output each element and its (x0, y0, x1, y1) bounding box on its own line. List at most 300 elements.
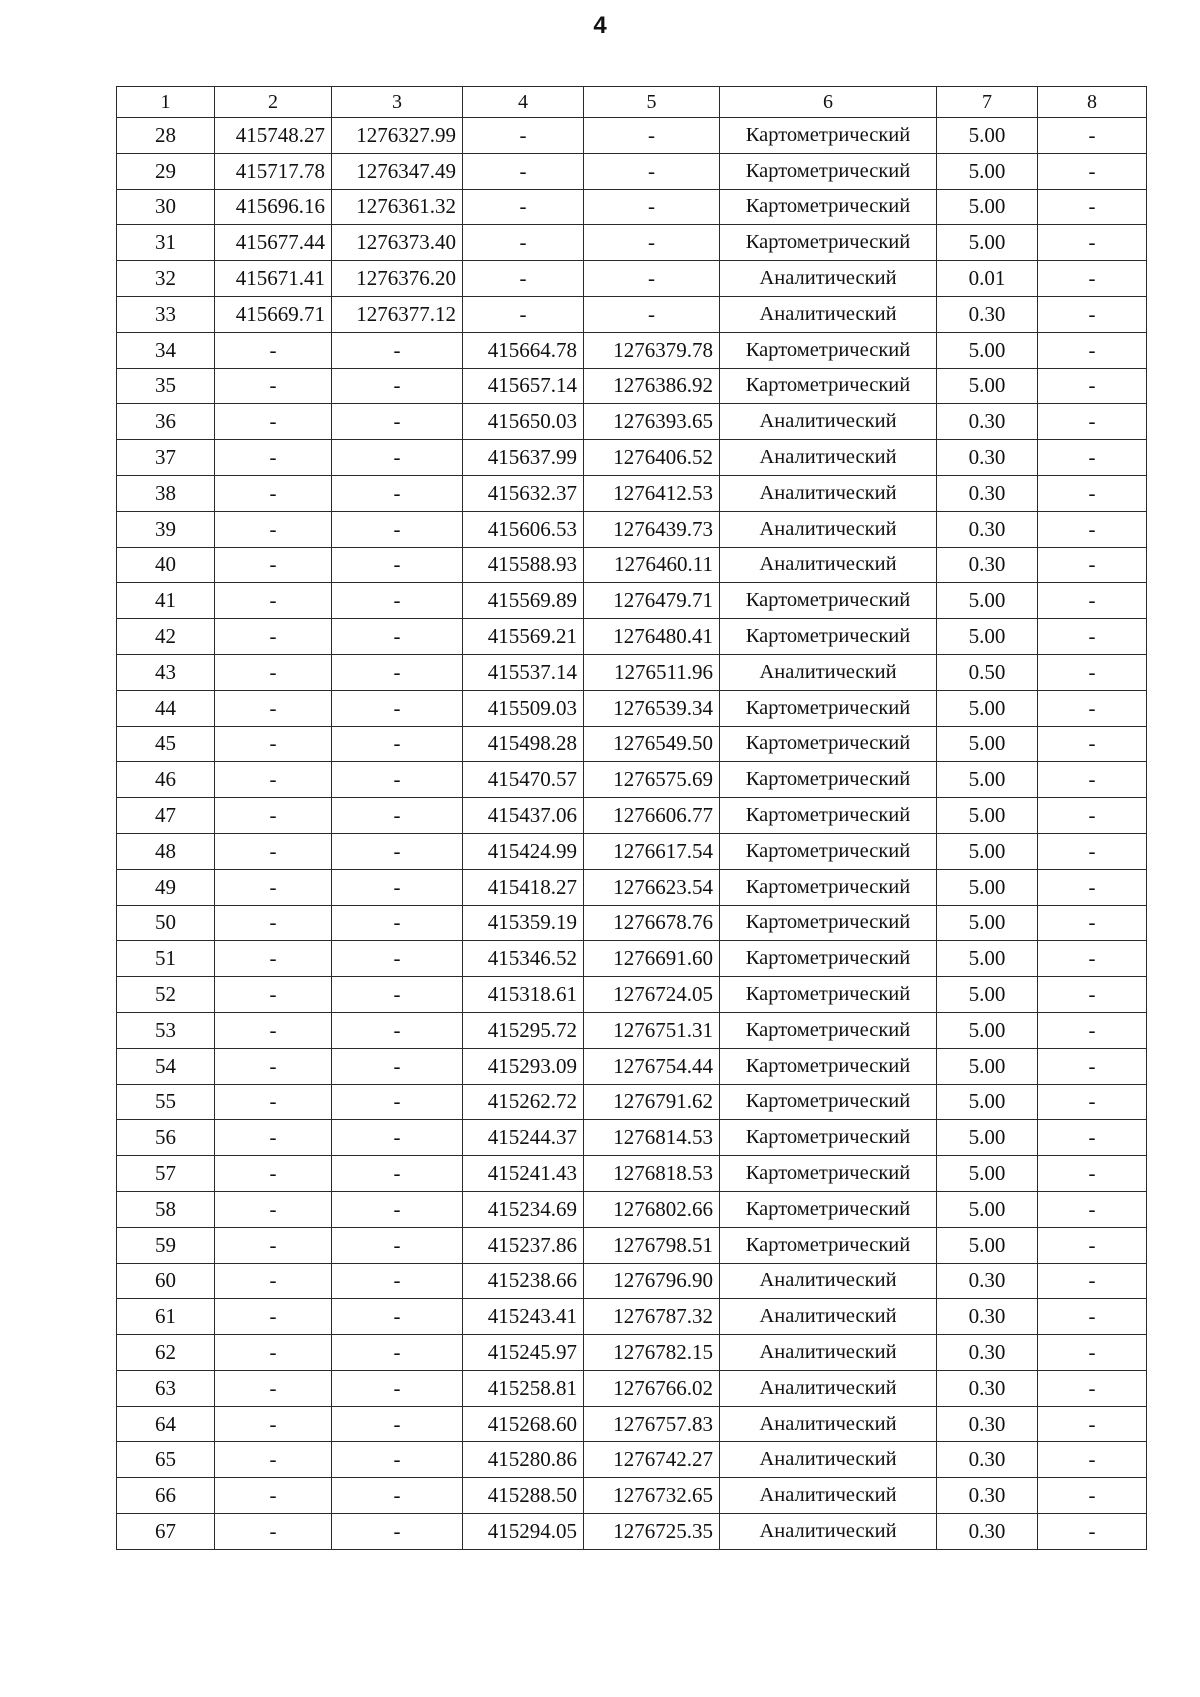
point-number-cell: 56 (117, 1120, 215, 1156)
y-existing-cell: - (332, 1299, 463, 1335)
accuracy-cell: 5.00 (937, 225, 1038, 261)
description-cell: - (1038, 296, 1147, 332)
coordinates-table (116, 86, 1147, 1550)
x-existing-cell: - (215, 1335, 332, 1371)
accuracy-cell: 0.50 (937, 654, 1038, 690)
accuracy-cell: 0.30 (937, 296, 1038, 332)
accuracy-cell: 0.30 (937, 1514, 1038, 1550)
table-header (117, 87, 1147, 118)
x-existing-cell: - (215, 798, 332, 834)
y-new-cell: 1276480.41 (584, 619, 720, 655)
accuracy-cell: 5.00 (937, 1227, 1038, 1263)
y-new-cell: 1276782.15 (584, 1335, 720, 1371)
x-new-cell: 415244.37 (463, 1120, 584, 1156)
x-new-cell: 415588.93 (463, 547, 584, 583)
x-new-cell: 415606.53 (463, 511, 584, 547)
y-new-cell: 1276575.69 (584, 762, 720, 798)
y-existing-cell: 1276347.49 (332, 153, 463, 189)
method-cell: Аналитический (720, 1406, 937, 1442)
y-existing-cell: - (332, 619, 463, 655)
y-new-cell: 1276379.78 (584, 332, 720, 368)
y-existing-cell: 1276361.32 (332, 189, 463, 225)
description-cell: - (1038, 1406, 1147, 1442)
y-new-cell: 1276742.27 (584, 1442, 720, 1478)
table-row (117, 332, 1147, 368)
point-number-cell: 62 (117, 1335, 215, 1371)
method-cell: Аналитический (720, 1335, 937, 1371)
description-cell: - (1038, 1048, 1147, 1084)
point-number-cell: 58 (117, 1191, 215, 1227)
point-number-cell: 41 (117, 583, 215, 619)
point-number-cell: 35 (117, 368, 215, 404)
point-number-cell: 64 (117, 1406, 215, 1442)
table-row (117, 619, 1147, 655)
y-existing-cell: - (332, 833, 463, 869)
x-existing-cell: - (215, 690, 332, 726)
y-existing-cell: - (332, 941, 463, 977)
x-new-cell: - (463, 261, 584, 297)
x-existing-cell: 415717.78 (215, 153, 332, 189)
x-new-cell: 415295.72 (463, 1012, 584, 1048)
x-new-cell: 415650.03 (463, 404, 584, 440)
method-cell: Картометрический (720, 1191, 937, 1227)
y-existing-cell: - (332, 511, 463, 547)
x-new-cell: 415280.86 (463, 1442, 584, 1478)
accuracy-cell: 5.00 (937, 762, 1038, 798)
description-cell: - (1038, 153, 1147, 189)
point-number-cell: 38 (117, 475, 215, 511)
point-number-cell: 63 (117, 1370, 215, 1406)
column-header-5: 5 (584, 87, 720, 118)
accuracy-cell: 0.30 (937, 547, 1038, 583)
x-new-cell: 415294.05 (463, 1514, 584, 1550)
y-existing-cell: - (332, 1191, 463, 1227)
x-new-cell: 415664.78 (463, 332, 584, 368)
table-row (117, 1335, 1147, 1371)
column-header-8: 8 (1038, 87, 1147, 118)
x-existing-cell: - (215, 1191, 332, 1227)
point-number-cell: 29 (117, 153, 215, 189)
method-cell: Картометрический (720, 798, 937, 834)
description-cell: - (1038, 189, 1147, 225)
accuracy-cell: 0.30 (937, 1263, 1038, 1299)
x-existing-cell: - (215, 511, 332, 547)
method-cell: Картометрический (720, 905, 937, 941)
table-row (117, 261, 1147, 297)
y-new-cell: 1276623.54 (584, 869, 720, 905)
description-cell: - (1038, 261, 1147, 297)
y-existing-cell: 1276373.40 (332, 225, 463, 261)
y-existing-cell: - (332, 440, 463, 476)
accuracy-cell: 5.00 (937, 905, 1038, 941)
y-new-cell: 1276439.73 (584, 511, 720, 547)
point-number-cell: 50 (117, 905, 215, 941)
description-cell: - (1038, 1299, 1147, 1335)
y-new-cell: 1276678.76 (584, 905, 720, 941)
y-new-cell: - (584, 118, 720, 154)
description-cell: - (1038, 332, 1147, 368)
method-cell: Картометрический (720, 118, 937, 154)
x-existing-cell: - (215, 941, 332, 977)
y-existing-cell: - (332, 1478, 463, 1514)
accuracy-cell: 0.30 (937, 1370, 1038, 1406)
x-new-cell: 415234.69 (463, 1191, 584, 1227)
y-existing-cell: - (332, 1084, 463, 1120)
y-existing-cell: - (332, 368, 463, 404)
method-cell: Картометрический (720, 762, 937, 798)
x-existing-cell: - (215, 1514, 332, 1550)
column-header-6: 6 (720, 87, 937, 118)
table-row (117, 1012, 1147, 1048)
accuracy-cell: 5.00 (937, 869, 1038, 905)
x-existing-cell: - (215, 332, 332, 368)
y-existing-cell: - (332, 1048, 463, 1084)
y-existing-cell: - (332, 1335, 463, 1371)
accuracy-cell: 5.00 (937, 1012, 1038, 1048)
description-cell: - (1038, 977, 1147, 1013)
method-cell: Аналитический (720, 404, 937, 440)
x-existing-cell: 415696.16 (215, 189, 332, 225)
point-number-cell: 28 (117, 118, 215, 154)
y-new-cell: 1276412.53 (584, 475, 720, 511)
description-cell: - (1038, 1084, 1147, 1120)
x-new-cell: 415424.99 (463, 833, 584, 869)
y-existing-cell: - (332, 1120, 463, 1156)
accuracy-cell: 5.00 (937, 1084, 1038, 1120)
y-existing-cell: - (332, 404, 463, 440)
x-existing-cell: - (215, 869, 332, 905)
method-cell: Картометрический (720, 833, 937, 869)
x-existing-cell: - (215, 1299, 332, 1335)
table-row (117, 1406, 1147, 1442)
method-cell: Аналитический (720, 261, 937, 297)
description-cell: - (1038, 654, 1147, 690)
table-row (117, 977, 1147, 1013)
method-cell: Аналитический (720, 547, 937, 583)
y-new-cell: 1276751.31 (584, 1012, 720, 1048)
x-existing-cell: - (215, 654, 332, 690)
y-new-cell: 1276606.77 (584, 798, 720, 834)
x-existing-cell: 415669.71 (215, 296, 332, 332)
point-number-cell: 31 (117, 225, 215, 261)
x-new-cell: - (463, 118, 584, 154)
table-row (117, 762, 1147, 798)
point-number-cell: 53 (117, 1012, 215, 1048)
x-new-cell: 415258.81 (463, 1370, 584, 1406)
y-existing-cell: 1276327.99 (332, 118, 463, 154)
method-cell: Картометрический (720, 619, 937, 655)
point-number-cell: 40 (117, 547, 215, 583)
description-cell: - (1038, 726, 1147, 762)
x-existing-cell: - (215, 1406, 332, 1442)
table-row (117, 1084, 1147, 1120)
y-new-cell: 1276511.96 (584, 654, 720, 690)
x-new-cell: 415569.21 (463, 619, 584, 655)
y-existing-cell: - (332, 798, 463, 834)
x-existing-cell: 415748.27 (215, 118, 332, 154)
table-row (117, 1191, 1147, 1227)
y-existing-cell: - (332, 1156, 463, 1192)
point-number-cell: 61 (117, 1299, 215, 1335)
x-existing-cell: - (215, 1084, 332, 1120)
y-existing-cell: - (332, 1406, 463, 1442)
accuracy-cell: 5.00 (937, 153, 1038, 189)
description-cell: - (1038, 1120, 1147, 1156)
y-new-cell: 1276724.05 (584, 977, 720, 1013)
point-number-cell: 44 (117, 690, 215, 726)
accuracy-cell: 0.30 (937, 404, 1038, 440)
x-new-cell: 415318.61 (463, 977, 584, 1013)
point-number-cell: 59 (117, 1227, 215, 1263)
x-new-cell: 415268.60 (463, 1406, 584, 1442)
x-new-cell: - (463, 189, 584, 225)
x-new-cell: 415243.41 (463, 1299, 584, 1335)
description-cell: - (1038, 475, 1147, 511)
x-existing-cell: - (215, 404, 332, 440)
y-new-cell: 1276406.52 (584, 440, 720, 476)
y-new-cell: 1276725.35 (584, 1514, 720, 1550)
description-cell: - (1038, 798, 1147, 834)
x-existing-cell: - (215, 762, 332, 798)
accuracy-cell: 5.00 (937, 1156, 1038, 1192)
x-existing-cell: - (215, 475, 332, 511)
y-new-cell: 1276757.83 (584, 1406, 720, 1442)
column-header-4: 4 (463, 87, 584, 118)
point-number-cell: 37 (117, 440, 215, 476)
table-row (117, 905, 1147, 941)
point-number-cell: 32 (117, 261, 215, 297)
y-new-cell: 1276479.71 (584, 583, 720, 619)
point-number-cell: 47 (117, 798, 215, 834)
method-cell: Аналитический (720, 511, 937, 547)
table-row (117, 1227, 1147, 1263)
table-row (117, 583, 1147, 619)
x-existing-cell: - (215, 1048, 332, 1084)
x-new-cell: 415637.99 (463, 440, 584, 476)
x-new-cell: 415359.19 (463, 905, 584, 941)
x-new-cell: 415632.37 (463, 475, 584, 511)
x-new-cell: 415237.86 (463, 1227, 584, 1263)
column-header-2: 2 (215, 87, 332, 118)
y-new-cell: 1276393.65 (584, 404, 720, 440)
table-row (117, 511, 1147, 547)
x-existing-cell: 415671.41 (215, 261, 332, 297)
table-row (117, 654, 1147, 690)
description-cell: - (1038, 1442, 1147, 1478)
method-cell: Картометрический (720, 726, 937, 762)
table-row (117, 1478, 1147, 1514)
table-body (117, 118, 1147, 1550)
point-number-cell: 43 (117, 654, 215, 690)
method-cell: Картометрический (720, 368, 937, 404)
y-existing-cell: - (332, 1263, 463, 1299)
method-cell: Картометрический (720, 1084, 937, 1120)
description-cell: - (1038, 762, 1147, 798)
x-new-cell: 415569.89 (463, 583, 584, 619)
accuracy-cell: 5.00 (937, 726, 1038, 762)
x-existing-cell: - (215, 1442, 332, 1478)
y-existing-cell: - (332, 1514, 463, 1550)
description-cell: - (1038, 1370, 1147, 1406)
method-cell: Аналитический (720, 1478, 937, 1514)
method-cell: Картометрический (720, 1227, 937, 1263)
accuracy-cell: 0.30 (937, 1442, 1038, 1478)
table-row (117, 1156, 1147, 1192)
x-new-cell: 415346.52 (463, 941, 584, 977)
y-existing-cell: 1276376.20 (332, 261, 463, 297)
column-header-7: 7 (937, 87, 1038, 118)
accuracy-cell: 0.30 (937, 440, 1038, 476)
column-header-1: 1 (117, 87, 215, 118)
point-number-cell: 54 (117, 1048, 215, 1084)
x-existing-cell: - (215, 977, 332, 1013)
y-new-cell: - (584, 225, 720, 261)
description-cell: - (1038, 1227, 1147, 1263)
table-row (117, 547, 1147, 583)
x-existing-cell: - (215, 619, 332, 655)
point-number-cell: 57 (117, 1156, 215, 1192)
y-new-cell: 1276549.50 (584, 726, 720, 762)
x-new-cell: - (463, 225, 584, 261)
description-cell: - (1038, 1478, 1147, 1514)
y-existing-cell: - (332, 547, 463, 583)
x-new-cell: 415498.28 (463, 726, 584, 762)
point-number-cell: 34 (117, 332, 215, 368)
table-row (117, 440, 1147, 476)
description-cell: - (1038, 511, 1147, 547)
x-existing-cell: - (215, 547, 332, 583)
y-existing-cell: - (332, 1227, 463, 1263)
x-existing-cell: - (215, 726, 332, 762)
y-existing-cell: - (332, 977, 463, 1013)
method-cell: Аналитический (720, 1442, 937, 1478)
y-new-cell: 1276691.60 (584, 941, 720, 977)
point-number-cell: 52 (117, 977, 215, 1013)
y-new-cell: 1276814.53 (584, 1120, 720, 1156)
point-number-cell: 65 (117, 1442, 215, 1478)
y-existing-cell: - (332, 762, 463, 798)
accuracy-cell: 5.00 (937, 798, 1038, 834)
y-existing-cell: - (332, 869, 463, 905)
y-new-cell: 1276460.11 (584, 547, 720, 583)
method-cell: Картометрический (720, 1048, 937, 1084)
description-cell: - (1038, 583, 1147, 619)
y-existing-cell: - (332, 1370, 463, 1406)
y-existing-cell: - (332, 1442, 463, 1478)
table-row (117, 1299, 1147, 1335)
y-new-cell: 1276818.53 (584, 1156, 720, 1192)
x-new-cell: 415657.14 (463, 368, 584, 404)
method-cell: Аналитический (720, 654, 937, 690)
description-cell: - (1038, 225, 1147, 261)
table-row (117, 1263, 1147, 1299)
y-new-cell: 1276791.62 (584, 1084, 720, 1120)
accuracy-cell: 5.00 (937, 690, 1038, 726)
method-cell: Аналитический (720, 440, 937, 476)
y-existing-cell: - (332, 905, 463, 941)
description-cell: - (1038, 118, 1147, 154)
description-cell: - (1038, 1263, 1147, 1299)
x-existing-cell: - (215, 368, 332, 404)
y-existing-cell: - (332, 583, 463, 619)
method-cell: Картометрический (720, 153, 937, 189)
method-cell: Картометрический (720, 977, 937, 1013)
table-row (117, 798, 1147, 834)
method-cell: Аналитический (720, 1370, 937, 1406)
table-row (117, 153, 1147, 189)
method-cell: Картометрический (720, 869, 937, 905)
y-new-cell: 1276787.32 (584, 1299, 720, 1335)
table-row (117, 368, 1147, 404)
accuracy-cell: 0.30 (937, 1299, 1038, 1335)
y-new-cell: 1276796.90 (584, 1263, 720, 1299)
table-row (117, 1048, 1147, 1084)
x-new-cell: 415241.43 (463, 1156, 584, 1192)
method-cell: Картометрический (720, 1156, 937, 1192)
y-new-cell: 1276539.34 (584, 690, 720, 726)
accuracy-cell: 0.30 (937, 1478, 1038, 1514)
y-existing-cell: - (332, 726, 463, 762)
x-new-cell: 415293.09 (463, 1048, 584, 1084)
x-new-cell: 415437.06 (463, 798, 584, 834)
accuracy-cell: 0.01 (937, 261, 1038, 297)
table-row (117, 404, 1147, 440)
x-existing-cell: - (215, 905, 332, 941)
y-existing-cell: 1276377.12 (332, 296, 463, 332)
table-row (117, 189, 1147, 225)
y-existing-cell: - (332, 654, 463, 690)
accuracy-cell: 5.00 (937, 1120, 1038, 1156)
accuracy-cell: 5.00 (937, 941, 1038, 977)
accuracy-cell: 0.30 (937, 475, 1038, 511)
description-cell: - (1038, 440, 1147, 476)
method-cell: Картометрический (720, 690, 937, 726)
x-existing-cell: - (215, 1120, 332, 1156)
x-new-cell: 415537.14 (463, 654, 584, 690)
table-row (117, 1442, 1147, 1478)
description-cell: - (1038, 1012, 1147, 1048)
description-cell: - (1038, 1514, 1147, 1550)
description-cell: - (1038, 368, 1147, 404)
y-existing-cell: - (332, 690, 463, 726)
y-new-cell: - (584, 189, 720, 225)
method-cell: Аналитический (720, 1299, 937, 1335)
y-existing-cell: - (332, 332, 463, 368)
accuracy-cell: 5.00 (937, 583, 1038, 619)
x-new-cell: - (463, 153, 584, 189)
accuracy-cell: 5.00 (937, 118, 1038, 154)
accuracy-cell: 0.30 (937, 1406, 1038, 1442)
x-new-cell: 415509.03 (463, 690, 584, 726)
accuracy-cell: 5.00 (937, 833, 1038, 869)
point-number-cell: 33 (117, 296, 215, 332)
point-number-cell: 42 (117, 619, 215, 655)
x-existing-cell: - (215, 1227, 332, 1263)
accuracy-cell: 0.30 (937, 511, 1038, 547)
point-number-cell: 67 (117, 1514, 215, 1550)
x-existing-cell: 415677.44 (215, 225, 332, 261)
x-existing-cell: - (215, 833, 332, 869)
description-cell: - (1038, 905, 1147, 941)
x-new-cell: - (463, 296, 584, 332)
y-new-cell: 1276754.44 (584, 1048, 720, 1084)
x-existing-cell: - (215, 1478, 332, 1514)
method-cell: Картометрический (720, 1120, 937, 1156)
x-existing-cell: - (215, 1156, 332, 1192)
point-number-cell: 51 (117, 941, 215, 977)
point-number-cell: 39 (117, 511, 215, 547)
x-new-cell: 415262.72 (463, 1084, 584, 1120)
